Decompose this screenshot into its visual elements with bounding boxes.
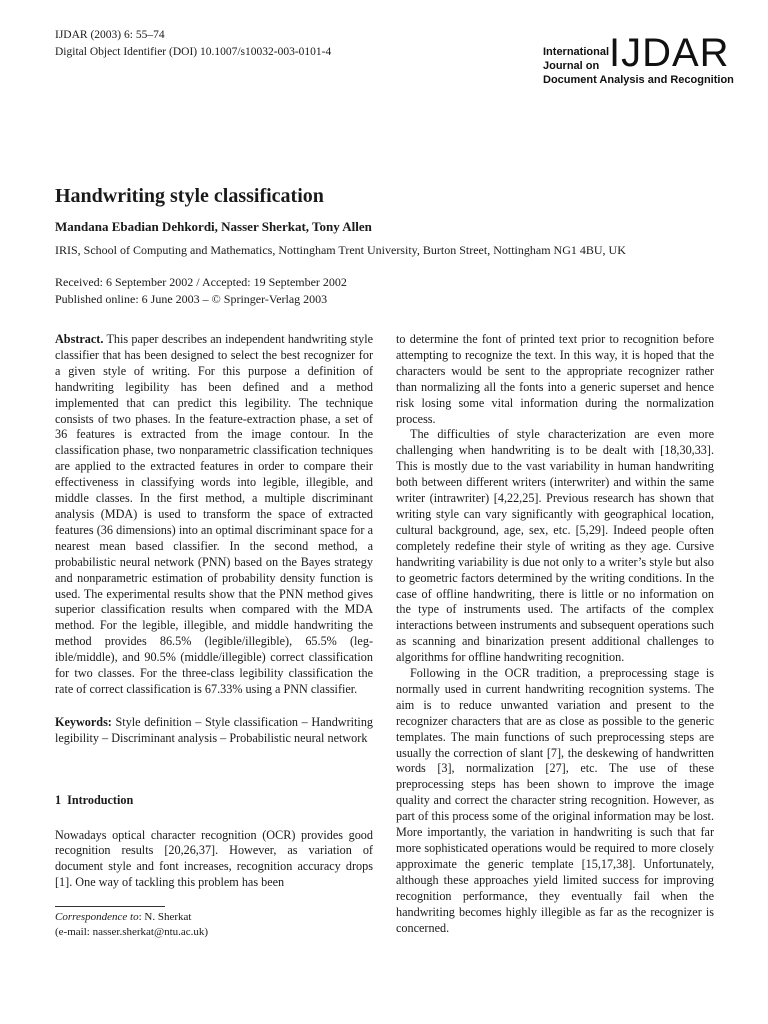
intro-paragraph-3: Following in the OCR tradition, a preprocessing stage is normally used in current handwriting recognition systems. The aim is to reduce unwanted variation and present to the recognizer characters that are as close as possible to the generic templates. The main functions of such preprocessing steps are usually the correction of slant [7], the deskewing of handwritten words [3], normalization [27], etc. The use of these preprocessing steps has been shown to improve the image quality and correct the character string recognition. However, as part of this process some of the original information may be lost. More importantly, the variation in handwriting is such that far more sophisticated operations would be required to more closely approximate the generic template [15,17,38]. Unfortunately, although these approaches yield limited success for improving recognition performance, they eventually fail when the handwriting becomes highly illegible as far as the recognizer is concerned.	[396, 666, 714, 935]
abstract	[55, 332, 373, 698]
right-column	[396, 332, 714, 936]
affiliation: IRIS, School of Computing and Mathematics, Nottingham Trent University, Burton Street, Nottingham NG1 4BU, UK	[55, 243, 626, 257]
paper-authors: Mandana Ebadian Dehkordi, Nasser Sherkat, Tony Allen	[55, 219, 372, 234]
correspondence-email: (e-mail: nasser.sherkat@ntu.ac.uk)	[55, 926, 209, 938]
correspondence-label: Correspondence to	[55, 911, 139, 923]
published-date: Published online: 6 June 2003 – © Springer-Verlag 2003	[55, 292, 328, 306]
keywords-text: Style definition – Style classification – Handwriting legibility – Discriminant analysis – Probabilistic neural network	[55, 714, 374, 745]
intro-paragraph-2: The difficulties of style characterization are even more challenging when handwriting is to be dealt with [18,30,33]. This is mostly due to the vast variability in human handwriting both between different writers (interwriter) and within the same writer (intrawriter) [4,22,25]. Previous research has shown that writing style can vary significantly with geographical location, cultural background, age, sex, etc. [5,29]. Indeed people often completely redefine their style of writing as they age. Cursive handwriting variability is due not only to a writer’s style but also to geometric factors determined by the writing conditions. In the case of offline handwriting, there is little or no information on the type of instruments used. The artifacts of the complex interactions between instruments and subsequent operations such as scanning and binarization present additional challenges to algorithms for offline handwriting recognition.	[396, 427, 714, 665]
logo-acronym: IJDAR	[609, 31, 730, 75]
footnote-rule	[55, 906, 165, 907]
intro-paragraph-1-continued: to determine the font of printed text prior to recognition before attempting to recognize the text. In this way, it is hoped that the characters would be sent to the appropriate recognizer rather than normalizing all the fonts into a generic superset and hence risk losing some vital information during the normalization process.	[396, 332, 714, 426]
journal-logo	[543, 31, 734, 95]
doi: Digital Object Identifier (DOI) 10.1007/s10032-003-0101-4	[55, 46, 332, 58]
keywords	[55, 715, 373, 747]
publication-dates	[55, 274, 347, 308]
correspondence-name: : N. Sherkat	[138, 911, 192, 923]
journal-metadata	[55, 27, 331, 61]
abstract-label: Abstract.	[55, 332, 104, 346]
citation: IJDAR (2003) 6: 55–74	[55, 29, 165, 41]
section-title: Introduction	[67, 792, 134, 807]
left-column	[55, 332, 373, 891]
received-date: Received: 6 September 2002 / Accepted: 19 September 2002	[55, 275, 347, 289]
logo-line-2: Journal on	[543, 60, 600, 72]
intro-paragraph-1: Nowadays optical character recognition (OCR) provides good recognition results [20,26,37]. However, as variation of document style and font increases, recognition accuracy drops [1]. One way of tackling this problem has been	[55, 827, 373, 890]
section-number: 1	[55, 792, 62, 807]
correspondence-line	[55, 910, 373, 925]
abstract-text: This paper describes an independent handwriting style classifier that has been designed to select the best recognizer for a given style of writing. For this purpose a definition of handwriting legibility has been defined and a method implemented that can predict this legibility. The technique consists of two phases. In the feature-extraction phase, a set of 36 features is extracted from the image contour. In the classification phase, two nonparametric classification techniques are applied to the extracted features in order to compare their effectiveness in classifying words into legible, illegible, and middle classes. In the first method, a multiple discriminant analysis (MDA) is used to transform the space of extracted features (36 dimensions) into an optimal discriminant space for a nearest mean based classifier. In the second method, a probabilistic neural network (PNN) based on the Bayes strategy and nonparametric estimation of probability density function is used. The experimental results show that the PNN method gives superior classification results when compared with the MDA method. For the legible, illegible, and middle handwriting the method provides 86.5% (legible/illegible), 65.5% (legible/middle), and 90.5% (middle/illegible) correct classification for two classes. For the three-class legibility classification the rate of correct classification is 67.33% using a PNN classifier.	[55, 332, 373, 696]
correspondence-footnote	[55, 906, 373, 940]
paper-title: Handwriting style classification	[55, 185, 324, 207]
section-heading-introduction	[55, 793, 373, 809]
logo-line-3: Document Analysis and Recognition	[543, 74, 734, 86]
logo-line-1: International	[543, 46, 610, 58]
keywords-label: Keywords:	[55, 714, 112, 729]
